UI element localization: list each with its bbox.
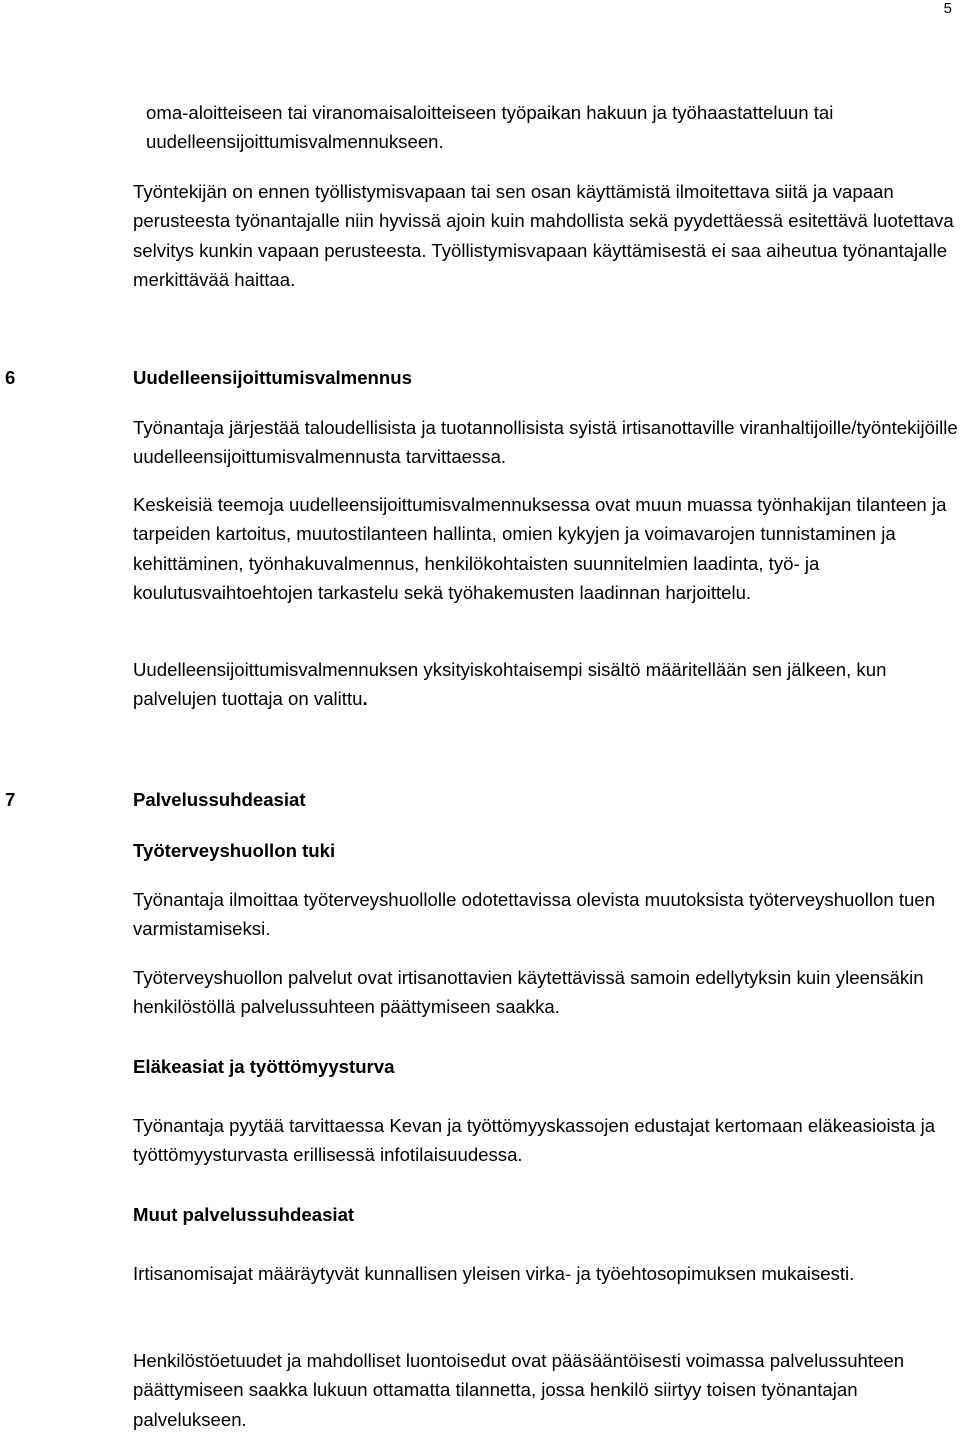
subsection-pension-paragraph-1: Työnantaja pyytää tarvittaessa Kevan ja työttömyyskassojen edustajat kertomaan eläkeasioista ja työttömyysturvasta erillisessä infotilaisuudessa.	[133, 1115, 936, 1166]
section-6-paragraph-3-text: Uudelleensijoittumisvalmennuksen yksityiskohtaisempi sisältö määritellään sen jälkeen, kun palvelujen tuottaja on valittu	[133, 659, 887, 710]
section-6-title: Uudelleensijoittumisvalmennus	[133, 367, 412, 388]
subsection-occupational-health-paragraph-1: Työnantaja ilmoittaa työterveyshuollolle odotettavissa olevista muutoksista työterveyshuollon tuen varmistamiseksi.	[133, 889, 936, 940]
subsection-occupational-health-paragraph-2: Työterveyshuollon palvelut ovat irtisanottavien käytettävissä samoin edellytyksin kuin yleensäkin henkilöstöllä palvelussuhteen päättymiseen saakka.	[133, 967, 924, 1018]
subsection-other-paragraph-2: Henkilöstöetuudet ja mahdolliset luontoisedut ovat pääsääntöisesti voimassa palvelussuhteen päättymiseen saakka lukuun ottamatta tilannetta, jossa henkilö siirtyy toisen työnantajan palvelukseen.	[133, 1350, 905, 1430]
subsection-other-paragraph-1: Irtisanomisajat määräytyvät kunnallisen yleisen virka- ja työehtosopimuksen mukaisesti.	[133, 1263, 855, 1284]
section-6-paragraph-1: Työnantaja järjestää taloudellisista ja tuotannollisista syistä irtisanottaville viranhaltijoille/työntekijöille uudelleensijoittumisvalmennusta tarvittaessa.	[133, 417, 958, 468]
intro-paragraph: Työntekijän on ennen työllistymisvapaan tai sen osan käyttämistä ilmoitettava siitä ja vapaan perusteesta työnantajalle niin hyvissä ajoin kuin mahdollista sekä pyydettäessä esitettävä luotettava selvitys kunkin vapaan perusteesta. Työllistymisvapaan käyttämisestä ei saa aiheutua työnantajalle merkittävää haittaa.	[133, 181, 954, 291]
page-number: 5	[943, 0, 952, 17]
section-6-paragraph-3	[133, 655, 960, 714]
section-6-number: 6	[5, 367, 16, 388]
section-7-title: Palvelussuhdeasiat	[133, 789, 306, 810]
subsection-pension-title: Eläkeasiat ja työttömyysturva	[133, 1056, 395, 1077]
intro-continuation: oma-aloitteiseen tai viranomaisaloitteiseen työpaikan hakuun ja työhaastatteluun tai uudelleensijoittumisvalmennukseen.	[146, 102, 834, 153]
subsection-other-title: Muut palvelussuhdeasiat	[133, 1204, 355, 1225]
section-7-number: 7	[5, 789, 16, 810]
subsection-occupational-health-title: Työterveyshuollon tuki	[133, 840, 336, 861]
section-6-paragraph-2: Keskeisiä teemoja uudelleensijoittumisvalmennuksessa ovat muun muassa työnhakijan tilanteen ja tarpeiden kartoitus, muutostilanteen hallinta, omien kykyjen ja voimavarojen tunnistaminen ja kehittäminen, työnhakuvalmennus, henkilökohtaisten suunnitelmien laadinta, työ- ja koulutusvaihtoehtojen tarkastelu sekä työhakemusten laadinnan harjoittelu.	[133, 494, 947, 604]
section-6-paragraph-3-end: .	[362, 688, 368, 710]
